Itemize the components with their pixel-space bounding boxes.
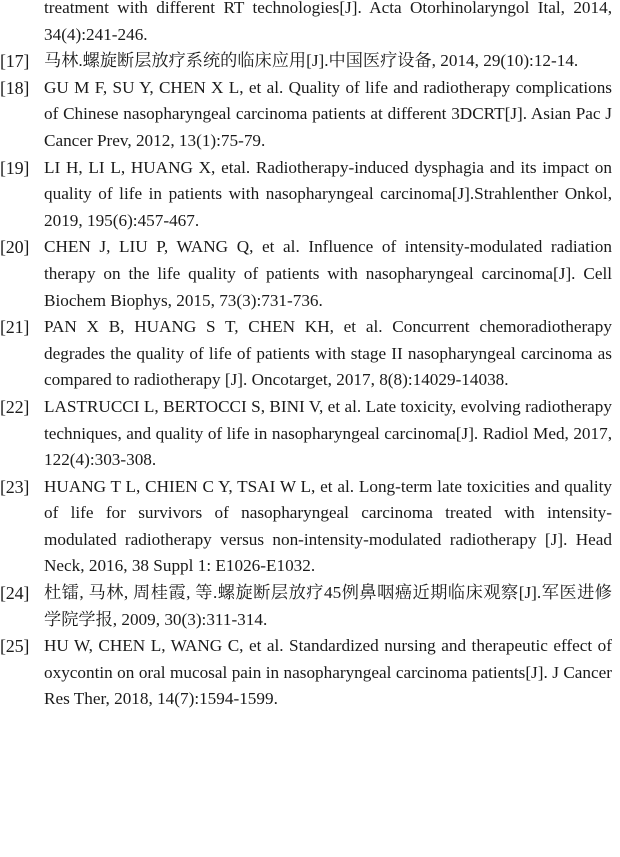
reference-text: GU M F, SU Y, CHEN X L, et al. Quality of life and radiotherapy complications of Chinese nasopharyngeal carcinoma patients at different 3DCRT[J]. Asian Pac J Cancer Prev, 2012, 13(1):75-79. <box>44 77 612 150</box>
reference-number: [20] <box>0 237 30 258</box>
reference-number: [25] <box>0 636 30 657</box>
reference-text: CHEN J, LIU P, WANG Q, et al. Influence of intensity-modulated radiation therapy on the life quality of patients with nasopharyngeal carcinoma[J]. Cell Biochem Biophys, 2015, 73(3):731-736. <box>44 237 612 310</box>
reference-text: HU W, CHEN L, WANG C, et al. Standardized nursing and therapeutic effect of oxycontin on oral mucosal pain in nasopharyngeal carcinoma patients[J]. J Cancer Res Ther, 2018, 14(7):1594-1599. <box>44 636 612 709</box>
reference-entry <box>0 394 620 474</box>
reference-number: [24] <box>0 583 30 604</box>
reference-entry <box>0 155 620 235</box>
reference-number: [18] <box>0 77 30 98</box>
reference-text: LASTRUCCI L, BERTOCCI S, BINI V, et al. Late toxicity, evolving radiotherapy techniques, and quality of life in nasopharyngeal carcinoma[J]. Radiol Med, 2017, 122(4):303-308. <box>44 396 612 470</box>
reference-entry <box>0 474 620 580</box>
reference-text: LI H, LI L, HUANG X, etal. Radiotherapy-induced dysphagia and its impact on quality of life in patients with nasopharyngeal carcinoma[J].Strahlenther Onkol, 2019, 195(6):457-467. <box>44 157 612 230</box>
reference-entry <box>0 234 620 314</box>
reference-text: HUANG T L, CHIEN C Y, TSAI W L, et al. Long-term late toxicities and quality of life for survivors of nasopharyngeal carcinoma treated with intensity-modulated radiotherapy versus non-intensity-modulated radiotherapy [J]. Head Neck, 2016, 38 Suppl 1: E1026-E1032. <box>44 476 612 576</box>
reference-entry <box>0 75 620 155</box>
reference-text: treatment with different RT technologies[J]. Acta Otorhinolaryngol Ital, 2014, 34(4):241-246. <box>44 0 612 44</box>
reference-entry <box>0 314 620 394</box>
reference-entry <box>0 48 620 75</box>
reference-entry <box>0 0 620 48</box>
reference-number: [21] <box>0 317 30 338</box>
reference-text: 马林.螺旋断层放疗系统的临床应用[J].中国医疗设备, 2014, 29(10):12-14. <box>44 51 579 71</box>
reference-number: [23] <box>0 476 30 497</box>
reference-entry <box>0 580 620 633</box>
reference-number: [17] <box>0 51 30 72</box>
reference-number: [22] <box>0 396 30 417</box>
reference-text: PAN X B, HUANG S T, CHEN KH, et al. Concurrent chemoradiotherapy degrades the quality of life of patients with stage II nasopharyngeal carcinoma as compared to radiotherapy [J]. Oncotarget, 2017, 8(8):14029-14038. <box>44 317 612 390</box>
reference-text: 杜镭, 马林, 周桂霞, 等.螺旋断层放疗45例鼻咽癌近期临床观察[J].军医进修学院学报, 2009, 30(3):311-314. <box>44 583 612 629</box>
reference-number: [19] <box>0 157 30 178</box>
reference-entry <box>0 633 620 713</box>
